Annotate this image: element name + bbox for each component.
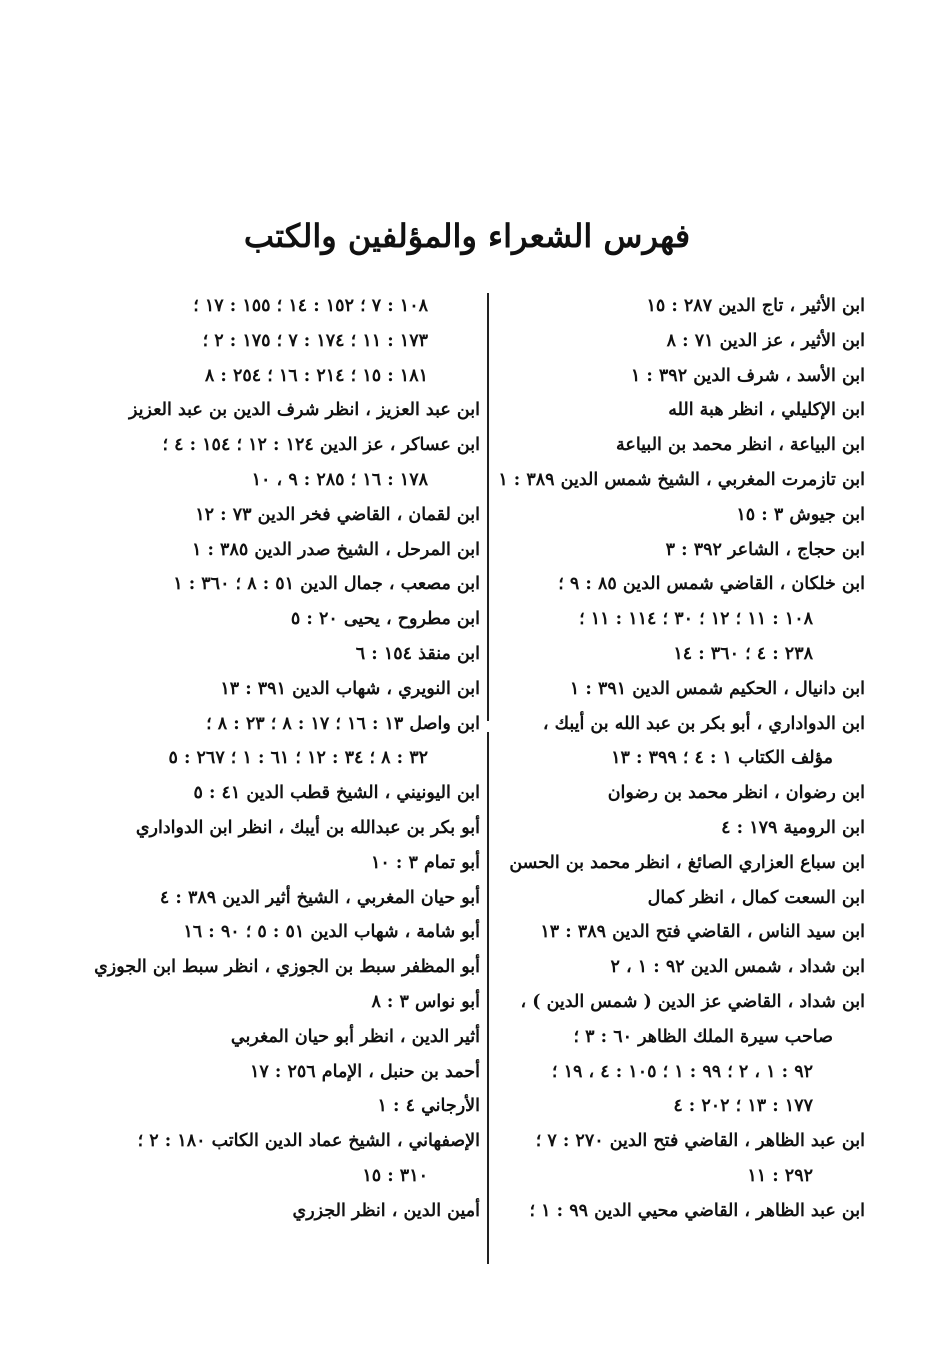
index-entry: الإصفهاني ، الشيخ عماد الدين الكاتب ١٨٠ : ٢ ؛ [137,1131,480,1152]
index-entry: ابن مصعب ، جمال الدين ٥١ : ٨ ؛ ٣٦٠ : ١ [173,574,480,595]
index-entry: ١٧٨ : ١٦ ؛ ٢٨٥ : ٩ ، ١٠ [251,469,428,490]
index-entry: أبو نواس ٣ : ٨ [371,991,480,1012]
index-entry: أبو شامة ، شهاب الدين ٥١ : ٥ ؛ ٩٠ : ١٦ [183,922,480,943]
index-entry: ابن تازمرت المغربي ، الشيخ شمس الدين ٣٨٩ : ١ [498,469,865,490]
index-entry: ابن الأثير ، عز الدين ٧١ : ٨ [666,330,865,351]
index-entry: ابن منقذ ١٥٤ : ٦ [355,643,480,664]
index-entry: أبو حيان المغربي ، الشيخ أثير الدين ٣٨٩ : ٤ [159,887,480,908]
index-entry: مؤلف الكتاب ١ : ٤ ؛ ٣٩٩ : ١٣ [611,748,833,769]
index-entry: ابن عبد الظاهر ، القاضي محيي الدين ٩٩ : ١ ؛ [529,1200,865,1221]
index-entry: أبو تمام ٣ : ١٠ [371,852,480,873]
index-entry: ابن النويري ، شهاب الدين ٣٩١ : ١٣ [220,678,480,699]
page-title: فهرس الشعراء والمؤلفين والكتب [243,217,691,255]
index-entry: أثير الدين ، انظر أبو حيان المغربي [230,1026,480,1047]
index-entry: ابن مطروح ، يحيى ٢٠ : ٥ [290,609,480,630]
index-entry: ابن البياعة ، انظر محمد بن البياعة [616,435,865,456]
index-entry: ابن الإكليلي ، انظر هبة الله [668,400,865,421]
column-divider-lower [487,732,489,1264]
index-entry: أبو بكر بن عبدالله بن أيبك ، انظر ابن الدواداري [135,817,480,838]
index-entry: ابن لقمان ، القاضي فخر الدين ٧٣ : ١٢ [195,504,480,525]
index-entry: صاحب سيرة الملك الظاهر ٦٠ : ٣ ؛ [573,1026,833,1047]
index-entry: الأرجاني ٤ : ١ [377,1096,480,1117]
index-entry: ١٧٧ : ١٣ ؛ ٢٠٢ : ٤ [673,1096,813,1117]
index-entry: ابن المرحل ، الشيخ صدر الدين ٣٨٥ : ١ [191,539,480,560]
index-entry: ٣٢ : ٨ ؛ ٣٤ : ١٢ ؛ ٦١ : ١ ؛ ٢٦٧ : ٥ [168,748,428,769]
index-entry: ابن الرومية ١٧٩ : ٤ [721,817,865,838]
index-entry: ابن عبد الظاهر ، القاضي فتح الدين ٢٧٠ : ٧ ؛ [535,1131,865,1152]
index-entry: ٢٣٨ : ٤ ؛ ٣٦٠ : ١٤ [673,643,813,664]
index-entry: ١٨١ : ١٥ ؛ ٢١٤ : ١٦ ؛ ٢٥٤ : ٨ [204,365,428,386]
index-entry: ابن عساكر ، عز الدين ١٢٤ : ١٢ ؛ ١٥٤ : ٤ ؛ [162,435,480,456]
left-index-column [94,289,480,1229]
index-entry: ١٠٨ : ١١ ؛ ١٢ ؛ ٣٠ ؛ ١١٤ : ١١ ؛ [579,609,813,630]
index-entry: ابن سيد الناس ، القاضي فتح الدين ٣٨٩ : ١٣ [540,922,865,943]
index-entry: ابن جيوش ٣ : ١٥ [736,504,865,525]
index-entry: أبو المظفر سبط بن الجوزي ، انظر سبط ابن الجوزي [94,957,480,978]
index-entry: ٣١٠ : ١٥ [362,1165,428,1186]
index-entry: ابن اليونيني ، الشيخ قطب الدين ٤١ : ٥ [193,783,480,804]
index-entry: ابن حجاج ، الشاعر ٣٩٢ : ٣ [665,539,865,560]
index-entry: ١٧٣ : ١١ ؛ ١٧٤ : ٧ ؛ ١٧٥ : ٢ ؛ [202,330,428,351]
index-entry: ٢٩٢ : ١١ [747,1165,813,1186]
index-entry: ابن الأثير ، تاج الدين ٢٨٧ : ١٥ [646,296,865,316]
index-entry: ابن شداد ، شمس الدين ٩٢ : ١ ، ٢ [610,957,865,978]
index-entry: ابن رضوان ، انظر محمد بن رضوان [607,783,865,804]
index-entry: ابن عبد العزيز ، انظر شرف الدين بن عبد العزيز [129,400,480,421]
index-entry: ٩٢ : ١ ، ٢ ؛ ٩٩ : ١ ؛ ١٠٥ : ٤ ، ١٩ ؛ [551,1061,813,1082]
index-entry: ابن شداد ، القاضي عز الدين ( شمس الدين ) ، [520,991,865,1012]
index-entry: أمين الدين ، انظر الجزري [292,1200,480,1221]
index-entry: ابن السعت كمال ، انظر كمال [647,887,865,908]
index-entry: ابن سباع العزاري الصائغ ، انظر محمد بن الحسن [509,852,865,873]
index-entry: ١٠٨ : ٧ ؛ ١٥٢ : ١٤ ؛ ١٥٥ : ١٧ ؛ [193,296,428,316]
index-entry: أحمد بن حنبل ، الإمام ٢٥٦ : ١٧ [250,1061,480,1082]
right-index-column [498,289,865,1229]
index-entry: ابن الدواداري ، أبو بكر بن عبد الله بن أيبك ، [542,713,865,734]
column-divider-upper [487,293,489,721]
index-entry: ابن الأسد ، شرف الدين ٣٩٢ : ١ [630,365,865,386]
index-entry: ابن خلكان ، القاضي شمس الدين ٨٥ : ٩ ؛ [558,574,865,595]
index-entry: ابن واصل ١٣ : ١٦ ؛ ١٧ : ٨ ؛ ٢٣ : ٨ ؛ [206,713,480,734]
index-entry: ابن دانيال ، الحكيم شمس الدين ٣٩١ : ١ [569,678,865,699]
